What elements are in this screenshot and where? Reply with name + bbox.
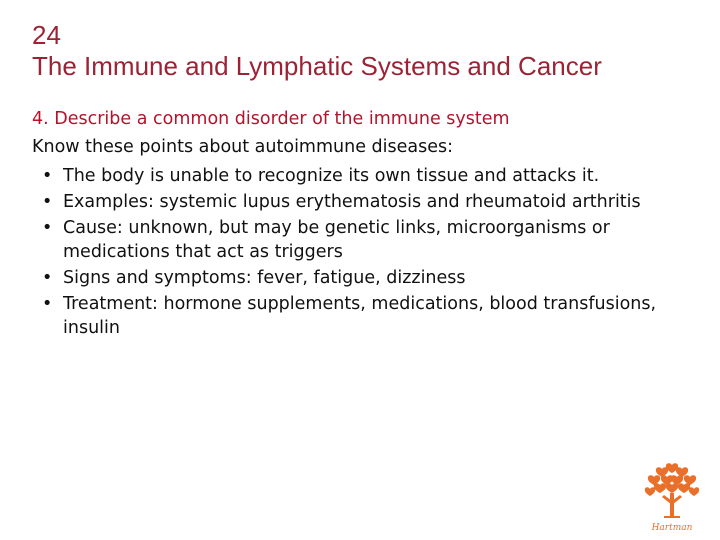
slide-header [32,20,602,82]
section-heading: 4. Describe a common disorder of the immune system [32,109,510,129]
bullet-text: Treatment: hormone supplements, medications, blood transfusions, insulin [63,294,657,338]
bullet-text: Cause: unknown, but may be genetic links, microorganisms or medications that act as triggers [63,218,610,262]
bullet-icon: • [42,166,53,186]
list-item [32,164,704,188]
bullet-text: Signs and symptoms: fever, fatigue, dizziness [63,268,466,288]
bullet-text: Examples: systemic lupus erythematosis and rheumatoid arthritis [63,192,641,212]
bullet-icon: • [42,218,53,238]
list-item [32,190,704,214]
chapter-number: 24 [32,20,61,50]
list-item [32,216,704,264]
hartman-logo [640,455,704,535]
bullet-icon: • [42,268,53,288]
heart-tree-icon [645,463,699,518]
bullet-text: The body is unable to recognize its own tissue and attacks it. [63,166,600,186]
bullet-icon: • [42,294,53,314]
list-item [32,292,704,340]
logo-wordmark: Hartman [651,523,693,533]
chapter-title: The Immune and Lymphatic Systems and Cancer [32,51,602,81]
bullet-icon: • [42,192,53,212]
bullet-list [32,164,704,342]
list-item [32,266,704,290]
intro-text: Know these points about autoimmune diseases: [32,137,454,157]
